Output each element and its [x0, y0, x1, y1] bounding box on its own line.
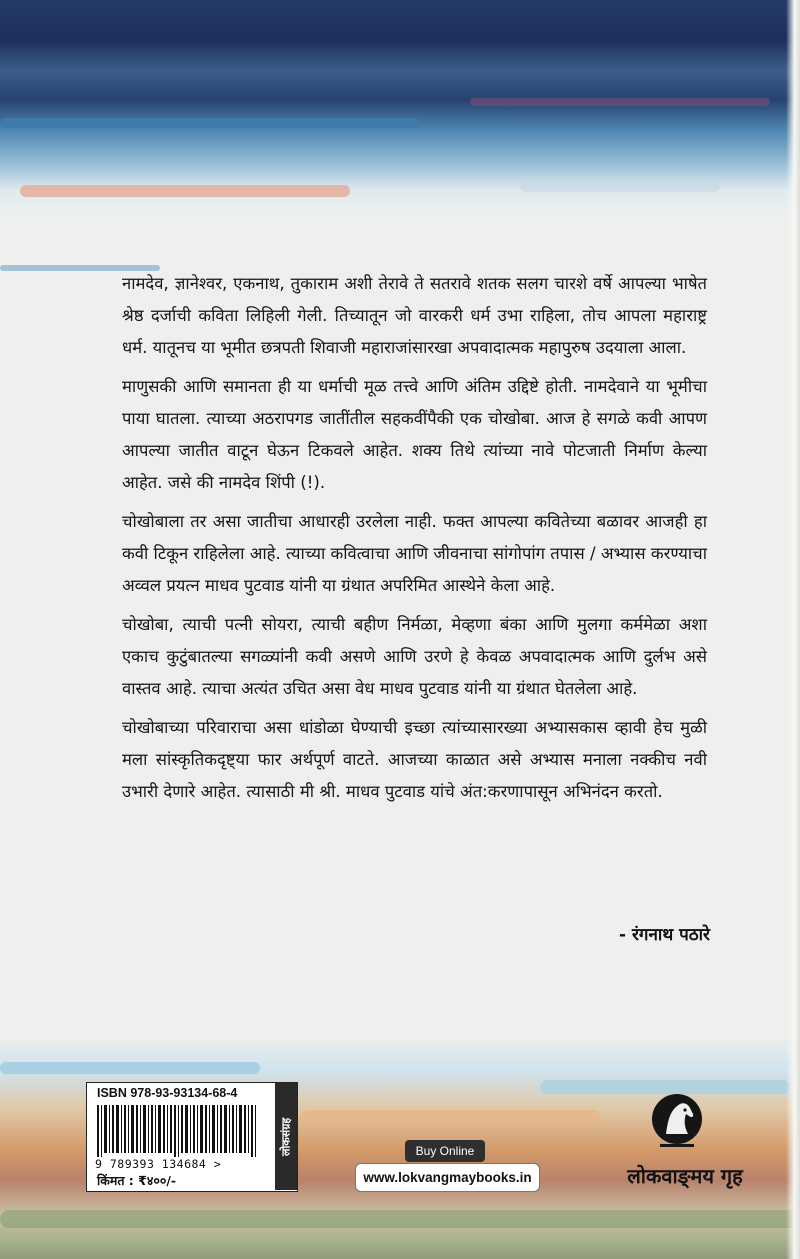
publisher-website-link[interactable]: www.lokvangmaybooks.in: [355, 1163, 540, 1192]
isbn-number: ISBN 978-93-93134-68-4: [97, 1086, 238, 1100]
blurb-author: - रंगनाथ पठारे: [618, 925, 710, 945]
blurb-paragraph: चोखोबाला तर असा जातीचा आधारही उरलेला नाही. फक्त आपल्या कवितेच्या बळावर आजही हा कवी टिकून राहिलेला आहे. त्याच्या कवित्वाचा आणि जीवनाचा सांगोपांग तपास / अभ्यास करण्याचा अव्वल प्रयत्न माधव पुटवाड यांनी या ग्रंथात अपरिमित आस्थेने केला आहे.: [122, 512, 707, 595]
barcode-icon: [95, 1105, 260, 1157]
blurb-paragraph: चोखोबा, त्याची पत्नी सोयरा, त्याची बहीण निर्मळा, मेव्हणा बंका आणि मुलगा कर्ममेळा अशा एकाच कुटुंबातल्या सगळ्यांनी कवी असणे आणि उरणे हे केवळ अपवादात्मक आणि दुर्लभ असे वास्तव आहे. त्याचा अत्यंत उचित असा वेध माधव पुटवाड यांनी या ग्रंथात घेतलेला आहे.: [122, 615, 707, 698]
imprint-side-label: लोकसंग्रह: [275, 1083, 297, 1190]
paint-streak: [470, 98, 770, 106]
paint-streak: [0, 1062, 260, 1074]
buy-online-badge: Buy Online: [405, 1140, 485, 1162]
book-edge: [786, 0, 800, 1259]
price-label: किंमत : ₹४००/-: [97, 1173, 177, 1188]
paint-streak: [0, 1210, 800, 1228]
paint-streak: [520, 180, 720, 192]
blurb-text: [122, 268, 707, 815]
paint-streak: [300, 1110, 600, 1126]
blurb-paragraph: नामदेव, ज्ञानेश्वर, एकनाथ, तुकाराम अशी तेरावे ते सतरावे शतक सलग चारशे वर्षे आपल्या भाषेत श्रेष्ठ दर्जाची कविता लिहिली गेली. तिच्यातून जो वारकरी धर्म उभा राहिला, तोच आपला महाराष्ट्र धर्म. यातूनच या भूमीत छत्रपती शिवाजी महाराजांसारखा अपवादात्मक महापुरुष उदयाला आला.: [122, 274, 707, 357]
publisher-name: लोकवाङ्‌मय गृह: [627, 1164, 743, 1188]
paint-streak: [0, 118, 420, 128]
horse-head-logo-icon: [646, 1090, 708, 1152]
blurb-paragraph: चोखोबाच्या परिवाराचा असा धांडोळा घेण्याची इच्छा त्यांच्यासारख्या अभ्यासकास व्हावी हेच मुळी मला सांस्कृतिकदृष्ट्या फार अर्थपूर्ण वाटते. आजच्या काळात असे अभ्यास मनाला नक्कीच नवी उभारी देणारे आहेत. त्यासाठी मी श्री. माधव पुटवाड यांचे अंत:करणापासून अभिनंदन करतो.: [122, 718, 707, 801]
isbn-barcode-box: [86, 1082, 298, 1192]
barcode-digits: 9 789393 134684 >: [95, 1157, 222, 1171]
paint-streak: [20, 185, 350, 197]
blurb-paragraph: माणुसकी आणि समानता ही या धर्माची मूळ तत्त्वे आणि अंतिम उद्दिष्टे होती. नामदेवाने या भूमीचा पाया घातला. त्याच्या अठरापगड जातींतील सहकवींपैकी एक चोखोबा. आज हे सगळे कवी आपण आपल्या जातीत वाटून घेऊन टिकवले आहेत. शक्य तिथे त्यांच्या नावे पोटजाती निर्माण केल्या आहेत. जसे की नामदेव शिंपी (!).: [122, 377, 707, 492]
